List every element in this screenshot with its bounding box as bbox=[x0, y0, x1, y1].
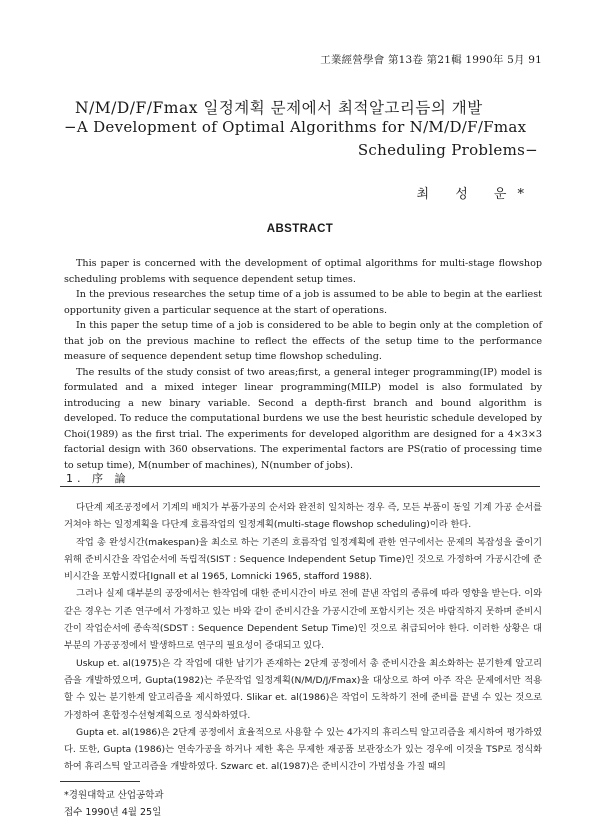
abstract-paragraph: The results of the study consist of two areas;first, a general integer programming(IP) model is formulated and a mixed integer linear programming(MILP) model is also formulated by introducing a new binary variable. Second a depth-first branch and bound algorithm is developed. To reduce the computational burdens we use the best heuristic schedule developed by Choi(1989) as the first trial. The experiments for developed algorithm are designed for a 4×3×3 factorial design with 360 observations. The experimental factors are PS(ratio of processing time to setup time), M(number of machines), N(number of jobs). bbox=[64, 366, 542, 471]
english-title-line-2: Scheduling Problems− bbox=[357, 141, 538, 159]
section-heading: 1. 序 論 bbox=[66, 472, 130, 485]
section-divider bbox=[60, 486, 540, 487]
abstract-paragraph: This paper is concerned with the development of optimal algorithms for multi-stage flowshop scheduling problems with sequence dependent setup times. bbox=[64, 258, 542, 285]
author-name: 최 성 운* bbox=[416, 187, 535, 202]
section-body bbox=[64, 499, 542, 776]
journal-header: 工業經營學會 第13卷 第21輯 1990年 5月 91 bbox=[320, 54, 542, 66]
body-paragraph: 작업 총 완성시간(makespan)을 최소로 하는 기존의 흐름작업 일정계획에 관한 연구에서는 문제의 복잡성을 줄이기 위해 준비시간을 작업순서에 독립적(SIST : Sequence Independent Setup Time)인 것으로 가정하여 가공시간에 준비시간을 포함시켰다[Ignall et al 1965, Lomnicki 1965, stafford 1988). bbox=[64, 536, 542, 583]
footnote-divider bbox=[60, 781, 140, 782]
body-paragraph: 다단계 제조공정에서 기계의 배치가 부품가공의 순서와 완전히 일치하는 경우 즉, 모든 부품이 동일 기계 가공 순서를 거쳐야 하는 일정계획을 다단계 흐름작업의 일정계획(multi-stage flowshop scheduling)이라 한다. bbox=[64, 502, 542, 531]
abstract-paragraph: In the previous researches the setup time of a job is assumed to be able to begin at the earliest opportunity given a particular sequence at the start of operations. bbox=[64, 289, 542, 316]
korean-title: N/M/D/F/Fmax 일정계획 문제에서 최적알고리듬의 개발 bbox=[75, 99, 483, 117]
abstract-paragraph: In this paper the setup time of a job is considered to be able to begin only at the completion of that job on the previous machine to reflect the effects of the setup time to the performance measure of sequence dependent setup time flowshop scheduling. bbox=[64, 320, 542, 362]
body-paragraph: 그러나 실제 대부분의 공장에서는 한작업에 대한 준비시간이 바로 전에 끝낸 작업의 종류에 따라 영향을 받는다. 이와 같은 경우는 기존 연구에서 가정하고 있는 바와 같이 준비시간을 가공시간에 포함시키는 것은 바람직하지 못하며 준비시간이 작업순서에 종속적(SDST : Sequence Dependent Setup Time)인 것으로 취급되어야 한다. 이러한 상황은 대부분의 가공공정에서 발생하므로 연구의 필요성이 증대되고 있다. bbox=[64, 588, 542, 652]
footnote bbox=[64, 787, 164, 821]
abstract-body bbox=[64, 256, 542, 473]
english-title-line-1: −A Development of Optimal Algorithms for N/M/D/F/Fmax bbox=[64, 118, 527, 136]
abstract-heading: ABSTRACT bbox=[266, 223, 334, 235]
body-paragraph: Uskup et. al(1975)은 각 작업에 대한 납기가 존재하는 2단계 공정에서 총 준비시간을 최소화하는 분기한계 알고리즘을 개발하였으며, Gupta(1982)는 주문작업 일정계획(N/M/D/J/Fmax)을 대상으로 하여 아주 작은 문제에서만 적용할 수 있는 분기한계 알고리즘을 제시하였다. Slikar et. al(1986)은 작업이 도착하기 전에 준비를 끝낼 수 있는 것으로 가정하여 혼합정수선형계획으로 정식화하였다. bbox=[64, 657, 542, 721]
author-affiliation: *경원대학교 산업공학과 bbox=[64, 790, 164, 801]
body-paragraph: Gupta et. al(1986)은 2단계 공정에서 효율적으로 사용할 수 있는 4가지의 휴리스틱 알고리즘을 제시하여 평가하였다. 또한, Gupta (1986)는 연속가공을 하거나 제한 혹은 무제한 재공품 보관장소가 있는 경우에 이것을 TSP로 정식화하여 휴리스틱 알고리즘을 개발하였다. Szwarc et. al(1987)은 준비시간이 가법성을 가질 때의 bbox=[64, 726, 542, 773]
received-date: 접수 1990년 4월 25일 bbox=[64, 807, 162, 818]
